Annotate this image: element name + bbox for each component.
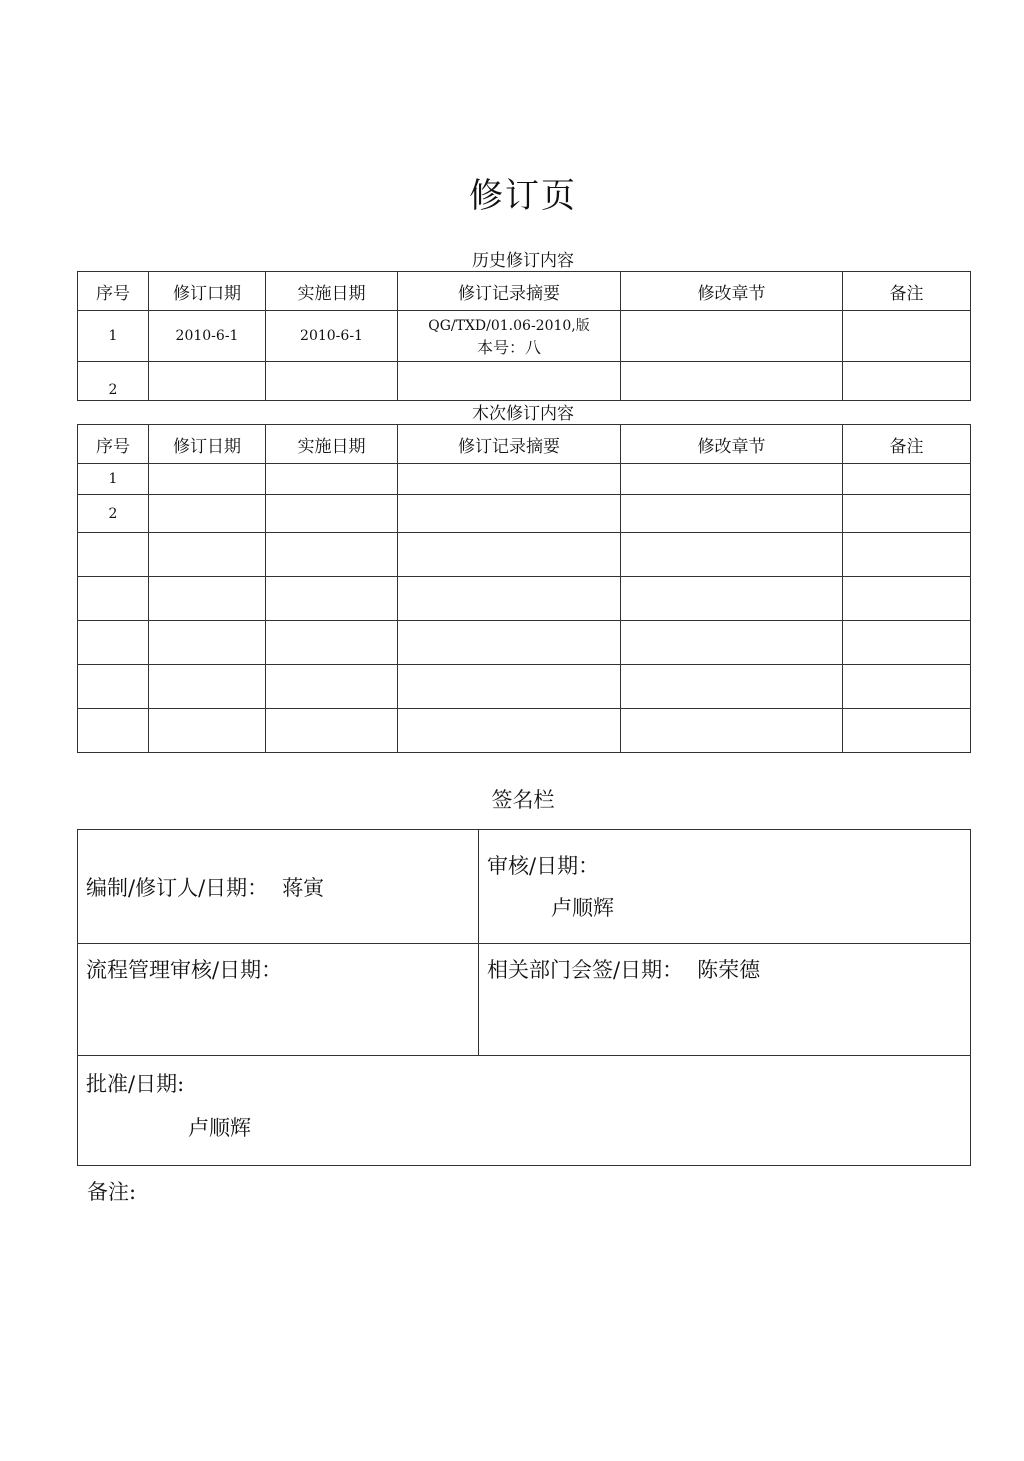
history-row-2-no: 2	[78, 362, 149, 401]
table-row	[78, 495, 971, 533]
current-row-2-no: 2	[78, 495, 149, 533]
current-header-remark: 备注	[843, 425, 971, 464]
signature-row-1	[78, 830, 971, 944]
page-title: 修订页	[469, 176, 577, 216]
process-label: 流程管理审核/日期：	[86, 958, 283, 982]
approve-label: 批准/日期:	[86, 1072, 185, 1096]
current-row-1-no: 1	[78, 464, 149, 495]
current-row-5-no	[78, 621, 149, 665]
approve-cell	[78, 1056, 971, 1166]
editor-name: 蒋寅	[282, 875, 325, 900]
history-header-revise-date: 修订口期	[149, 272, 266, 311]
current-header-effective-date: 实施日期	[266, 425, 398, 464]
history-row-2-effective-date	[266, 362, 398, 401]
signature-row-3	[78, 1056, 971, 1166]
current-caption: 木次修订内容	[472, 404, 574, 424]
current-header-revise-date: 修订日期	[149, 425, 266, 464]
table-row	[78, 577, 971, 621]
history-header-effective-date: 实施日期	[266, 272, 398, 311]
dept-name: 陈荣德	[697, 958, 761, 982]
editor-cell	[78, 830, 479, 944]
history-header-remark: 备注	[843, 272, 971, 311]
reviewer-cell	[479, 830, 971, 944]
current-header-row	[78, 425, 971, 464]
current-header-chapter: 修改章节	[621, 425, 843, 464]
approve-name: 卢顺辉	[188, 1116, 251, 1140]
table-row	[78, 533, 971, 577]
reviewer-name: 卢顺辉	[551, 896, 614, 920]
history-row-1-summary-line2: 本号：八	[476, 337, 541, 357]
table-row	[78, 311, 971, 362]
history-row-1-summary-line1: QG/TXD/01.06-2010,版	[428, 317, 590, 334]
history-row-2-revise-date	[149, 362, 266, 401]
note-label: 备注:	[87, 1180, 137, 1204]
process-cell	[78, 944, 479, 1056]
history-row-1-remark	[843, 311, 971, 362]
editor-label: 编制/修订人/日期：	[86, 875, 269, 900]
current-header-summary: 修订记录摘要	[398, 425, 621, 464]
table-row	[78, 621, 971, 665]
table-row	[78, 709, 971, 753]
history-row-1-revise-date: 2010-6-1	[149, 311, 266, 362]
dept-cell	[479, 944, 971, 1056]
history-caption: 历史修订内容	[472, 251, 574, 271]
history-row-2-remark	[843, 362, 971, 401]
current-table	[77, 424, 971, 753]
history-row-1-effective-date: 2010-6-1	[266, 311, 398, 362]
table-row	[78, 665, 971, 709]
current-header-no: 序号	[78, 425, 149, 464]
history-row-1-no: 1	[78, 311, 149, 362]
signature-table	[77, 829, 971, 1166]
dept-label: 相关部门会签/日期：	[487, 958, 684, 982]
history-header-chapter: 修改章节	[621, 272, 843, 311]
history-header-row	[78, 272, 971, 311]
history-row-2-chapter	[621, 362, 843, 401]
history-table	[77, 271, 971, 401]
table-row	[78, 464, 971, 495]
current-row-6-no	[78, 665, 149, 709]
table-row	[78, 362, 971, 401]
reviewer-label: 审核/日期：	[487, 854, 600, 878]
history-header-summary: 修订记录摘要	[398, 272, 621, 311]
signature-row-2	[78, 944, 971, 1056]
history-row-1-summary	[398, 311, 621, 362]
signature-caption: 签名栏	[491, 788, 555, 812]
current-row-3-no	[78, 533, 149, 577]
current-row-7-no	[78, 709, 149, 753]
current-row-4-no	[78, 577, 149, 621]
history-row-1-chapter	[621, 311, 843, 362]
history-header-no: 序号	[78, 272, 149, 311]
history-row-2-summary	[398, 362, 621, 401]
